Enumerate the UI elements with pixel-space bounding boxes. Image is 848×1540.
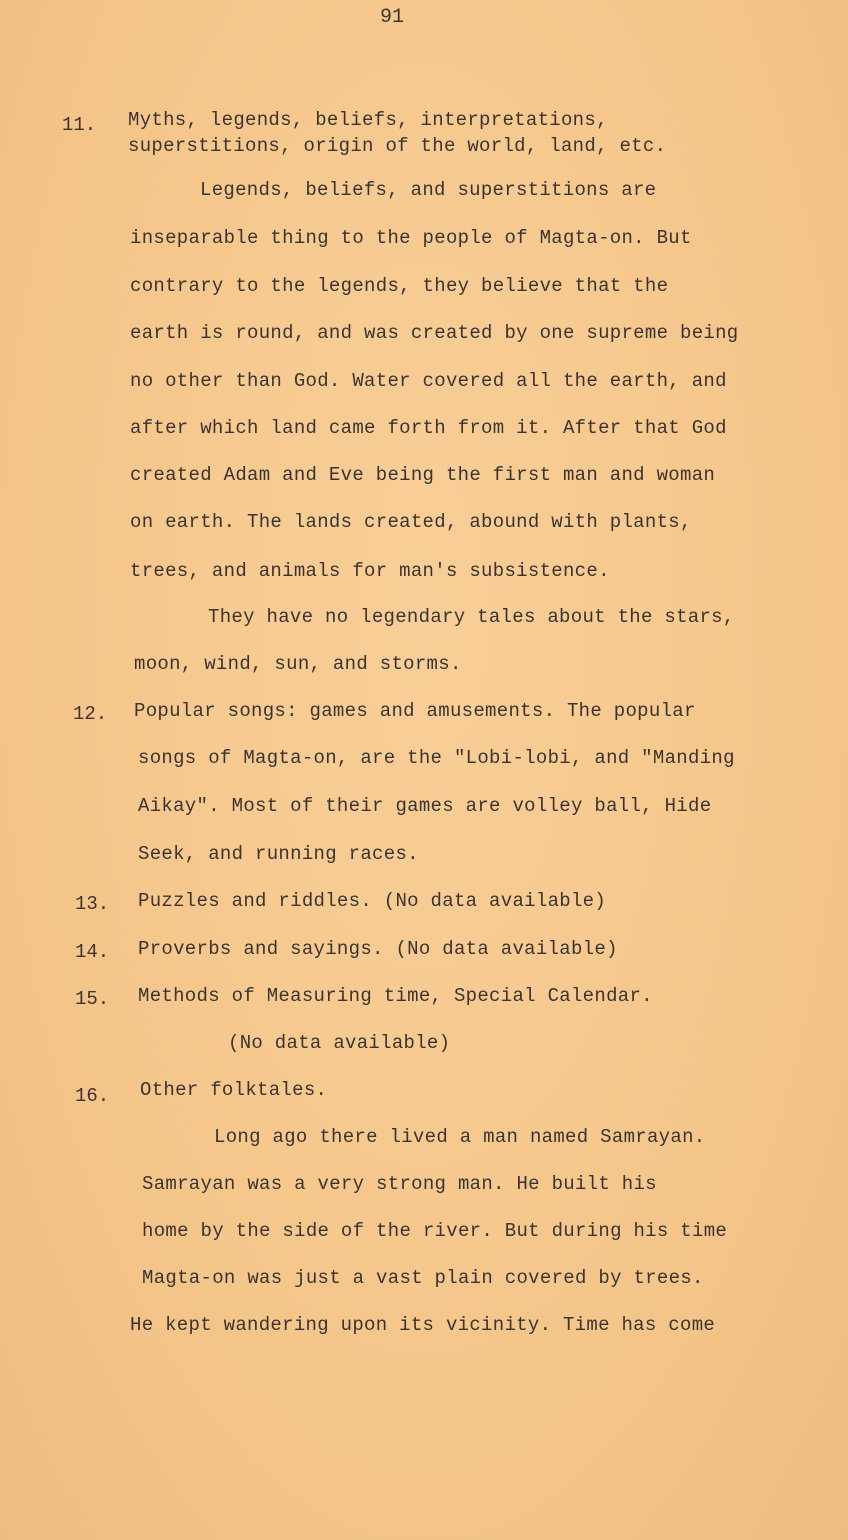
section-number: 12. (73, 703, 108, 725)
text-line: Legends, beliefs, and superstitions are (200, 179, 657, 201)
text-line: inseparable thing to the people of Magta-on. But (130, 227, 692, 249)
text-line: Long ago there lived a man named Samrayan. (214, 1126, 706, 1148)
page-number: 91 (380, 6, 405, 29)
text-line: songs of Magta-on, are the "Lobi-lobi, and "Manding (138, 747, 735, 769)
text-line: Magta-on was just a vast plain covered by trees. (142, 1267, 704, 1289)
text-line: Samrayan was a very strong man. He built his (142, 1173, 657, 1195)
section-number: 11. (62, 114, 97, 136)
text-line: Proverbs and sayings. (No data available) (138, 938, 618, 960)
text-line: home by the side of the river. But during his time (142, 1220, 728, 1242)
section-number: 16. (75, 1085, 110, 1107)
section-number: 14. (75, 941, 110, 963)
text-line: earth is round, and was created by one supreme being (130, 322, 739, 344)
text-line: Seek, and running races. (138, 843, 419, 865)
text-line: trees, and animals for man's subsistence. (130, 560, 610, 582)
text-line: created Adam and Eve being the first man and woman (130, 464, 716, 486)
text-line: Other folktales. (140, 1079, 328, 1101)
text-line: They have no legendary tales about the stars, (208, 606, 735, 628)
text-line: Popular songs: games and amusements. The popular (134, 700, 696, 722)
text-line: contrary to the legends, they believe that the (130, 275, 669, 297)
text-line: (No data available) (228, 1032, 451, 1054)
text-line: Aikay". Most of their games are volley ball, Hide (138, 795, 712, 817)
section-number: 13. (75, 893, 110, 915)
text-line: after which land came forth from it. After that God (130, 417, 727, 439)
text-line: on earth. The lands created, abound with plants, (130, 511, 692, 533)
text-line: He kept wandering upon its vicinity. Time has come (130, 1314, 716, 1336)
text-line: superstitions, origin of the world, land, etc. (128, 135, 667, 157)
text-line: Methods of Measuring time, Special Calendar. (138, 985, 653, 1007)
text-line: moon, wind, sun, and storms. (134, 653, 462, 675)
section-number: 15. (75, 988, 110, 1010)
text-line: no other than God. Water covered all the earth, and (130, 370, 727, 392)
text-line: Myths, legends, beliefs, interpretations, (128, 109, 608, 131)
text-line: Puzzles and riddles. (No data available) (138, 890, 607, 912)
